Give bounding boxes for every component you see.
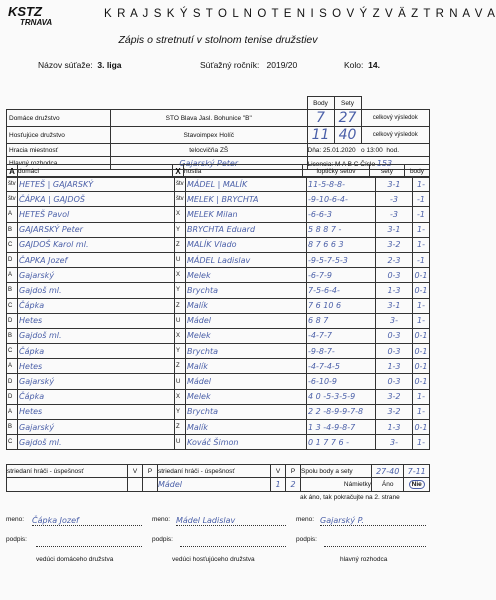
guest-leader-signature xyxy=(180,536,286,547)
match-row xyxy=(7,435,430,450)
match-set-scores: -6-7-9 xyxy=(307,268,376,283)
match-guest-slot: X xyxy=(175,207,186,222)
match-points: 1- xyxy=(413,435,430,450)
remarks-label: Námietky xyxy=(301,478,372,492)
referee-value: Gajarský Peter xyxy=(111,157,308,170)
match-points: 1- xyxy=(413,313,430,328)
match-points: 1- xyxy=(413,237,430,252)
guest-leader-name: Mádel Ladislav xyxy=(176,516,286,526)
match-set-scores: -4-7-4-5 xyxy=(307,359,376,374)
match-home-player: ČAPKA Jozef xyxy=(18,252,175,267)
match-home-player: HETEŠ | GAJARSKÝ xyxy=(18,177,175,192)
match-sets: 2-3 xyxy=(376,252,413,267)
guest-team-value: Stavoimpex Holíč xyxy=(111,127,308,144)
match-row xyxy=(7,207,430,222)
time-value: 13:00 xyxy=(366,146,383,154)
match-guest-slot: Y xyxy=(175,283,186,298)
guest-body: 11 xyxy=(307,127,334,144)
match-guest-player: MELEK Milan xyxy=(186,207,307,222)
competition-field: Názov súťaže: 3. liga xyxy=(38,60,122,70)
teams-table xyxy=(6,96,430,170)
match-home-player: Gajarský xyxy=(18,420,175,435)
match-home-slot: štv xyxy=(7,192,18,207)
match-home-slot: štv xyxy=(7,177,18,192)
match-guest-player: Malík xyxy=(186,420,307,435)
summary-table: striedaní hráči - úspešnosť V P striedaní hráči - úspešnosť V P Spolu body a sety 27-40 7-11 Mádel 1 2 Námietky Áno Nie xyxy=(6,464,430,492)
match-guest-slot: U xyxy=(175,374,186,389)
match-points: 0-1 xyxy=(413,344,430,359)
match-home-slot: D xyxy=(7,313,18,328)
season-value: 2019/20 xyxy=(266,60,298,70)
logo-sub: TRNAVA xyxy=(20,18,53,27)
match-guest-player: MÁDEL | MALÍK xyxy=(186,177,307,192)
match-row xyxy=(7,420,430,435)
referee-label: Hlavný rozhodca xyxy=(7,157,111,170)
match-set-scores: 1 3 -4-9-8-7 xyxy=(307,420,376,435)
match-points: 0-1 xyxy=(413,268,430,283)
match-set-scores: 7 6 10 6 xyxy=(307,298,376,313)
match-guest-slot: U xyxy=(175,252,186,267)
match-sets: 3-2 xyxy=(376,237,413,252)
match-home-slot: C xyxy=(7,435,18,450)
match-guest-player: BRYCHTA Eduard xyxy=(186,222,307,237)
match-guest-slot: Z xyxy=(175,298,186,313)
document-title: Zápis o stretnutí v stolnom tenise družstiev xyxy=(118,34,318,46)
home-body: 7 xyxy=(307,110,334,127)
match-home-slot: A xyxy=(7,404,18,419)
matches-header: A domáci X hostia loptičky setov sety body xyxy=(6,164,430,178)
match-sets: 0-3 xyxy=(376,268,413,283)
match-sets: -3 xyxy=(376,192,413,207)
match-guest-slot: Y xyxy=(175,404,186,419)
match-sets: 0-3 xyxy=(376,328,413,343)
match-guest-player: Malík xyxy=(186,298,307,313)
match-home-player: Hetes xyxy=(18,313,175,328)
match-guest-slot: Z xyxy=(175,420,186,435)
match-home-player: Hetes xyxy=(18,404,175,419)
match-guest-player: Mádel xyxy=(186,374,307,389)
match-row xyxy=(7,283,430,298)
match-set-scores: 4 0 -5-3-5-9 xyxy=(307,389,376,404)
match-home-slot: B xyxy=(7,283,18,298)
match-home-player: GAJDOŠ Karol ml. xyxy=(18,237,175,252)
match-points: 0-1 xyxy=(413,374,430,389)
total-body: 7-11 xyxy=(404,465,430,478)
match-home-slot: A xyxy=(7,207,18,222)
match-guest-slot: U xyxy=(175,435,186,450)
guest-sub-name: Mádel xyxy=(158,478,271,492)
match-home-player: HETEŠ Pavol xyxy=(18,207,175,222)
home-team-value: STO Blava Jasl. Bohunice "B" xyxy=(111,110,308,127)
date-value: 25.01.2020 xyxy=(323,146,356,154)
match-home-player: GAJARSKÝ Peter xyxy=(18,222,175,237)
match-row xyxy=(7,192,430,207)
match-points: 1- xyxy=(413,298,430,313)
match-home-player: Hetes xyxy=(18,359,175,374)
match-guest-slot: štv xyxy=(175,192,186,207)
match-row xyxy=(7,222,430,237)
association-title: K R A J S K Ý S T O L N O T E N I S O V Ý Z V Ä Z T R N A V A xyxy=(104,8,496,20)
match-points: 0-1 xyxy=(413,283,430,298)
match-points: 0-1 xyxy=(413,328,430,343)
match-home-player: Čápka xyxy=(18,389,175,404)
col-sety-header: Sety xyxy=(334,97,361,110)
home-result-label: celkový výsledok xyxy=(361,110,430,127)
match-guest-player: MÁDEL Ladislav xyxy=(186,252,307,267)
match-row xyxy=(7,389,430,404)
match-guest-player: Melek xyxy=(186,328,307,343)
match-sets: 3- xyxy=(376,313,413,328)
match-points: -1 xyxy=(413,207,430,222)
referee-signature xyxy=(324,536,426,547)
match-set-scores: -6-10-9 xyxy=(307,374,376,389)
venue-label: Hracia miestnosť xyxy=(7,144,111,157)
match-home-player: Gajdoš ml. xyxy=(18,283,175,298)
match-set-scores: -4-7-7 xyxy=(307,328,376,343)
match-set-scores: 2 2 -8-9-9-7-8 xyxy=(307,404,376,419)
guest-sub-v: 1 xyxy=(271,478,286,492)
match-row xyxy=(7,313,430,328)
kstz-logo xyxy=(8,6,52,28)
remarks-no-circled[interactable]: Nie xyxy=(404,478,430,492)
match-guest-slot: X xyxy=(175,389,186,404)
continue-note: ak áno, tak pokračujte na 2. strane xyxy=(300,494,400,501)
match-set-scores: 6 8 7 xyxy=(307,313,376,328)
guest-result-label: celkový výsledok xyxy=(361,127,430,144)
match-sets: 1-3 xyxy=(376,420,413,435)
total-sets: 27-40 xyxy=(372,465,404,478)
match-guest-player: Mádel xyxy=(186,313,307,328)
guest-sub-p: 2 xyxy=(286,478,301,492)
home-leader-name: Čápka Jozef xyxy=(32,516,142,526)
match-row xyxy=(7,237,430,252)
match-row xyxy=(7,328,430,343)
match-set-scores: -9-5-7-5-3 xyxy=(307,252,376,267)
col-body-header: Body xyxy=(307,97,334,110)
round-field: Kolo: 14. xyxy=(344,60,380,70)
match-guest-slot: X xyxy=(175,328,186,343)
match-guest-slot: Z xyxy=(175,359,186,374)
match-home-slot: B xyxy=(7,222,18,237)
guest-sety: 40 xyxy=(334,127,361,144)
match-home-player: Gajdoš ml. xyxy=(18,328,175,343)
sets-balls-header: loptičky setov xyxy=(303,165,370,178)
match-points: 1- xyxy=(413,177,430,192)
match-points: 0-1 xyxy=(413,359,430,374)
match-sets: 1-3 xyxy=(376,359,413,374)
date-time-cell: Dňa: 25.01.2020 o 13:00 hod. xyxy=(307,144,430,157)
home-sety: 27 xyxy=(334,110,361,127)
match-sets: -3 xyxy=(376,207,413,222)
match-home-slot: D xyxy=(7,374,18,389)
match-home-slot: B xyxy=(7,328,18,343)
match-points: -1 xyxy=(413,252,430,267)
match-guest-player: Brychta xyxy=(186,344,307,359)
match-guest-slot: Z xyxy=(175,237,186,252)
match-sets: 3-2 xyxy=(376,389,413,404)
match-guest-slot: X xyxy=(175,268,186,283)
match-home-slot: A xyxy=(7,268,18,283)
home-column-header: domáci xyxy=(18,165,173,178)
match-guest-slot: U xyxy=(175,313,186,328)
match-set-scores: 11-5-8-8- xyxy=(307,177,376,192)
match-set-scores: -9-10-6-4- xyxy=(307,192,376,207)
match-set-scores: -9-8-7- xyxy=(307,344,376,359)
match-home-player: Gajarský xyxy=(18,268,175,283)
match-row xyxy=(7,177,430,192)
match-guest-player: Kováč Šimon xyxy=(186,435,307,450)
match-guest-player: MELEK | BRYCHTA xyxy=(186,192,307,207)
match-guest-slot: štv xyxy=(175,177,186,192)
match-home-slot: C xyxy=(7,237,18,252)
match-guest-slot: Y xyxy=(175,222,186,237)
match-set-scores: -6-6-3 xyxy=(307,207,376,222)
guest-team-label: Hosťujúce družstvo xyxy=(7,127,111,144)
guest-column-header: hostia xyxy=(184,165,303,178)
match-points: 1- xyxy=(413,404,430,419)
match-set-scores: 8 7 6 6 3 xyxy=(307,237,376,252)
match-set-scores: 5 8 8 7 - xyxy=(307,222,376,237)
match-points: -1 xyxy=(413,192,430,207)
match-sets: 1-3 xyxy=(376,283,413,298)
home-leader-signature xyxy=(36,536,142,547)
match-row xyxy=(7,268,430,283)
referee-caption: hlavný rozhodca xyxy=(340,556,388,563)
match-home-slot: A xyxy=(7,359,18,374)
home-subs-label: striedaní hráči - úspešnosť xyxy=(7,465,128,478)
match-guest-player: Malík xyxy=(186,359,307,374)
matches-table xyxy=(6,176,430,450)
match-row xyxy=(7,374,430,389)
match-home-slot: B xyxy=(7,420,18,435)
match-home-slot: D xyxy=(7,389,18,404)
round-value: 14. xyxy=(368,60,380,70)
match-home-player: Čápka xyxy=(18,344,175,359)
match-sets: 3-2 xyxy=(376,404,413,419)
match-sets: 3-1 xyxy=(376,177,413,192)
match-points: 1- xyxy=(413,389,430,404)
match-sets: 0-3 xyxy=(376,374,413,389)
match-guest-slot: Y xyxy=(175,344,186,359)
match-home-player: ČÁPKA | GAJDOŠ xyxy=(18,192,175,207)
match-set-scores: 0 1 7 7 6 - xyxy=(307,435,376,450)
match-home-slot: C xyxy=(7,344,18,359)
match-sets: 3- xyxy=(376,435,413,450)
match-row xyxy=(7,252,430,267)
license-value: 153 xyxy=(376,158,393,168)
body-header: body xyxy=(405,165,430,178)
total-label: Spolu body a sety xyxy=(301,465,372,478)
match-row xyxy=(7,298,430,313)
referee-name: Gajarský P. xyxy=(320,516,426,526)
match-sets: 0-3 xyxy=(376,344,413,359)
license-cell: Licencia: M A B C Číslo 153 xyxy=(307,157,430,170)
match-guest-player: Brychta xyxy=(186,283,307,298)
match-sets: 3-1 xyxy=(376,298,413,313)
home-team-label: Domáce družstvo xyxy=(7,110,111,127)
match-home-player: Gajarský xyxy=(18,374,175,389)
match-guest-player: MALÍK Vlado xyxy=(186,237,307,252)
match-guest-player: Melek xyxy=(186,389,307,404)
remarks-yes[interactable]: Áno xyxy=(372,478,404,492)
match-guest-player: Melek xyxy=(186,268,307,283)
guest-subs-label: striedaní hráči - úspešnosť xyxy=(158,465,271,478)
guest-caption: vedúci hosťujúceho družstva xyxy=(172,556,255,563)
match-home-player: Gajdoš ml. xyxy=(18,435,175,450)
match-points: 1- xyxy=(413,222,430,237)
match-home-slot: C xyxy=(7,298,18,313)
competition-value: 3. liga xyxy=(97,60,122,70)
match-points: 0-1 xyxy=(413,420,430,435)
match-home-slot: D xyxy=(7,252,18,267)
match-row xyxy=(7,344,430,359)
logo-main: KSTZ xyxy=(8,4,42,19)
match-sets: 3-1 xyxy=(376,222,413,237)
match-guest-player: Brychta xyxy=(186,404,307,419)
match-row xyxy=(7,359,430,374)
sety-header: sety xyxy=(370,165,405,178)
venue-value: telocvičňa ZŠ xyxy=(111,144,308,157)
home-caption: vedúci domáceho družstva xyxy=(36,556,114,563)
match-set-scores: 7-5-6-4- xyxy=(307,283,376,298)
match-row xyxy=(7,404,430,419)
match-home-player: Čápka xyxy=(18,298,175,313)
season-field: Súťažný ročník: 2019/20 xyxy=(200,60,298,70)
